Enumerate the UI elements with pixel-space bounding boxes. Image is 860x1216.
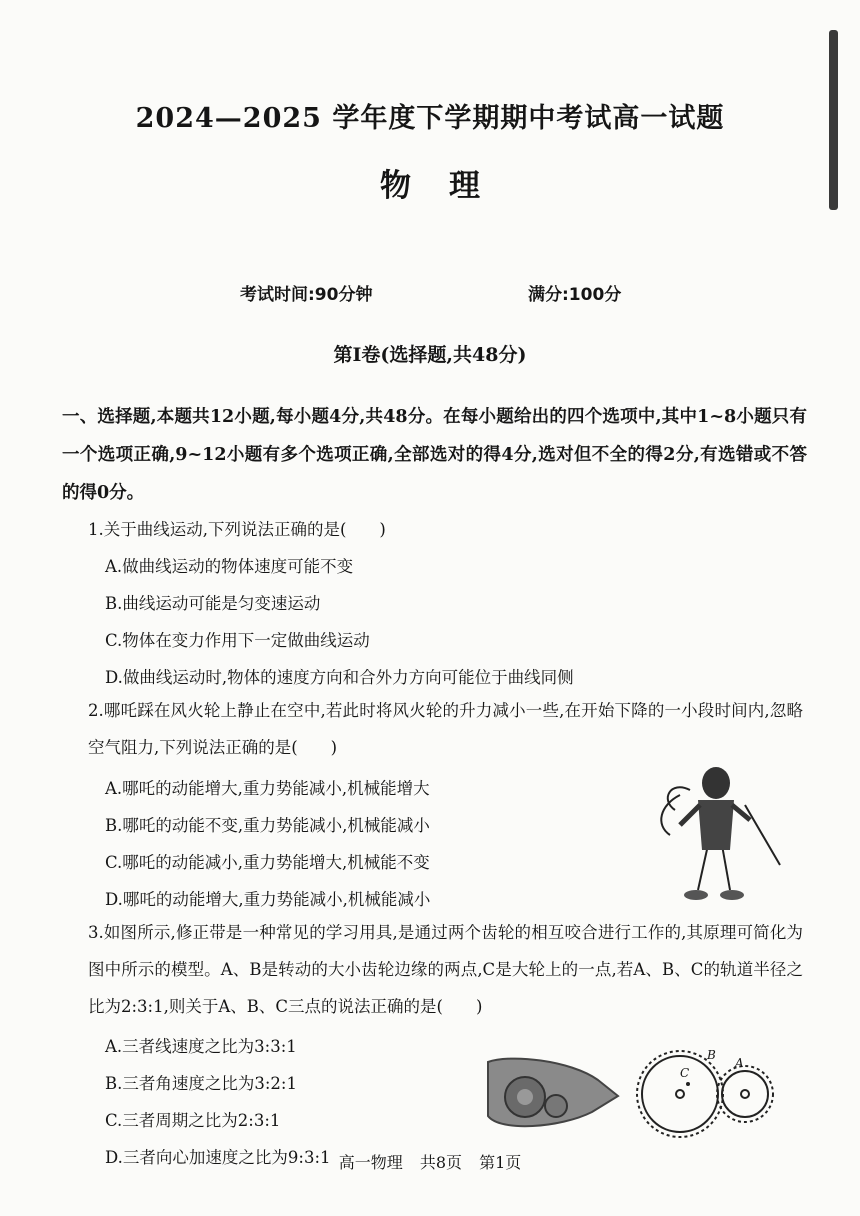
nezha-illustration bbox=[650, 755, 790, 905]
exam-time: 考试时间:90分钟 bbox=[240, 285, 373, 305]
question-3-option-a: A.三者线速度之比为3:3:1 bbox=[105, 1037, 297, 1056]
question-1-stem: 1.关于曲线运动,下列说法正确的是( ) bbox=[88, 520, 386, 539]
page-footer bbox=[0, 1150, 860, 1173]
question-2-option-a: A.哪吒的动能增大,重力势能减小,机械能增大 bbox=[105, 779, 430, 798]
question-1-option-b: B.曲线运动可能是匀变速运动 bbox=[105, 594, 321, 613]
correction-tape-photo bbox=[480, 1052, 620, 1134]
gear-model-diagram bbox=[628, 1046, 780, 1146]
question-2-stem: 2.哪吒踩在风火轮上静止在空中,若此时将风火轮的升力减小一些,在开始下降的一小段时间内,忽略空气阻力,下列说法正确的是( ) bbox=[88, 701, 803, 757]
section-instructions: 一、选择题,本题共12小题,每小题4分,共48分。在每小题给出的四个选项中,其中1~8小题只有一个选项正确,9~12小题有多个选项正确,全部选对的得4分,选对但不全的得2分,有选错或不答的得0分。 bbox=[62, 407, 807, 503]
exam-title: 2024—2025 学年度下学期期中考试高一试题 bbox=[135, 103, 725, 134]
question-2-option-b: B.哪吒的动能不变,重力势能减小,机械能减小 bbox=[105, 816, 430, 835]
full-score: 满分:100分 bbox=[528, 285, 622, 305]
question-1-option-c: C.物体在变力作用下一定做曲线运动 bbox=[105, 631, 370, 650]
question-3-option-c: C.三者周期之比为2:3:1 bbox=[105, 1111, 281, 1130]
question-2-option-d: D.哪吒的动能增大,重力势能减小,机械能减小 bbox=[105, 890, 431, 909]
footer-total-pages: 共8页 bbox=[419, 1153, 462, 1172]
footer-course: 高一物理 bbox=[338, 1153, 403, 1172]
question-3-option-b: B.三者角速度之比为3:2:1 bbox=[105, 1074, 297, 1093]
subject-title: 物理 bbox=[380, 168, 518, 204]
footer-page-number: 第1页 bbox=[479, 1153, 522, 1172]
question-2-option-c: C.哪吒的动能减小,重力势能增大,机械能不变 bbox=[105, 853, 430, 872]
gear-label-c: C bbox=[680, 1066, 690, 1080]
part-heading: 第Ⅰ卷(选择题,共48分) bbox=[333, 344, 527, 366]
gear-label-a: A bbox=[735, 1056, 744, 1070]
question-3-stem: 3.如图所示,修正带是一种常见的学习用具,是通过两个齿轮的相互咬合进行工作的,其原理可简化为图中所示的模型。A、B是转动的大小齿轮边缘的两点,C是大轮上的一点,若A、B、C的轨道半径之比为2:3:1,则关于A、B、C三点的说法正确的是( ) bbox=[88, 923, 803, 1016]
gear-label-b: B bbox=[707, 1048, 716, 1062]
question-1-option-a: A.做曲线运动的物体速度可能不变 bbox=[105, 557, 354, 576]
question-1-option-d: D.做曲线运动时,物体的速度方向和合外力方向可能位于曲线同侧 bbox=[105, 668, 574, 687]
question-3-option-d: D.三者向心加速度之比为9:3:1 bbox=[105, 1148, 331, 1167]
